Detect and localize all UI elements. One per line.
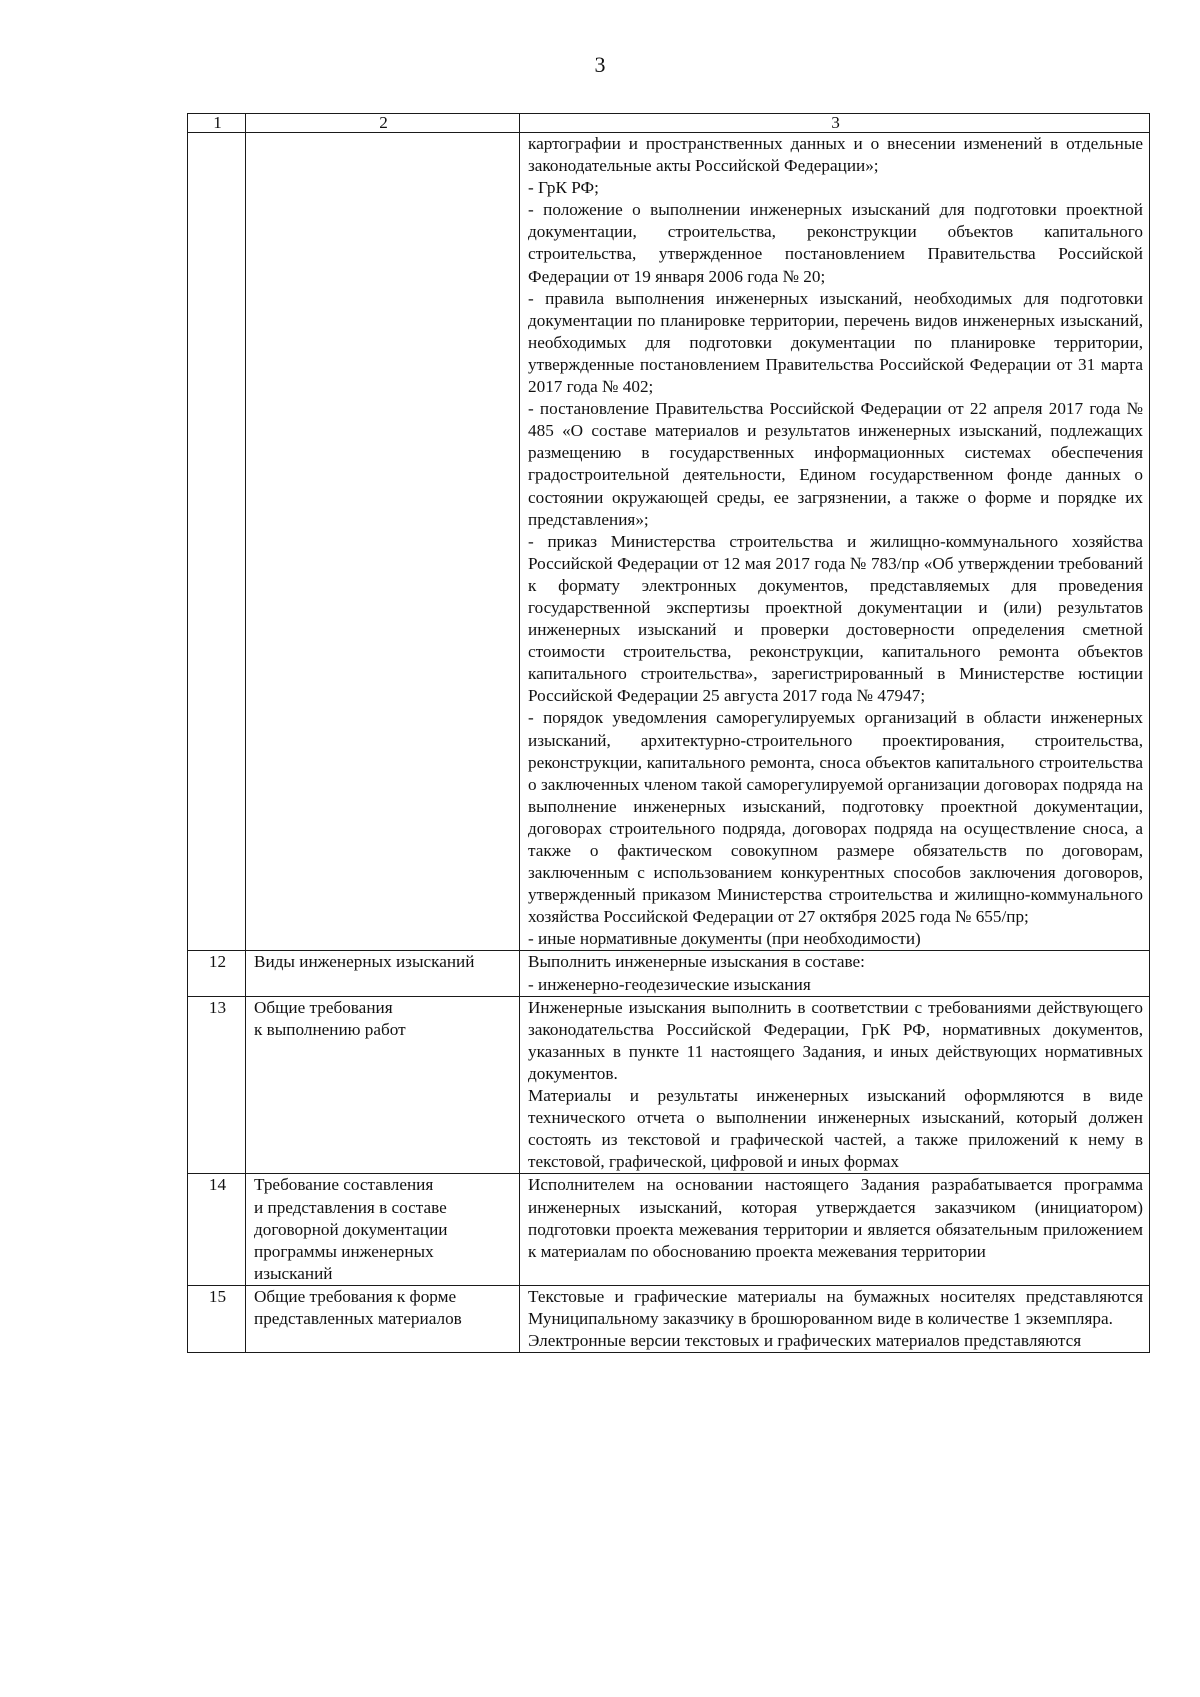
row-number: 15 (188, 1285, 246, 1352)
content-paragraph: Исполнителем на основании настоящего Задания разрабатывается программа инженерных изысканий, которая утверждается заказчиком (инициатором) подготовки проекта межевания территории и является обязательным приложением к материалам по обоснованию проекта межевания территории (528, 1175, 1143, 1261)
content-paragraph: картографии и пространственных данных и о внесении изменений в отдельные законодательные акты Российской Федерации»; (528, 134, 1143, 176)
row-name (246, 1174, 520, 1285)
row-name (246, 996, 520, 1174)
row-content (520, 1285, 1150, 1352)
header-cell-content: 3 (520, 114, 1150, 133)
table-header-row (188, 114, 1150, 133)
page-number: 3 (594, 52, 606, 77)
content-paragraph: - приказ Министерства строительства и жилищно-коммунального хозяйства Российской Федерации от 12 мая 2017 года № 783/пр «Об утверждении требований к формату электронных документов, представляемых для проведения государственной экспертизы проектной документации и (или) результатов инженерных изысканий и проверки достоверности определения сметной стоимости строительства, реконструкции, капитального ремонта объектов капитального строительства», зарегистрированный в Министерстве юстиции Российской Федерации 25 августа 2017 года № 47947; (528, 531, 1143, 706)
header-cell-number: 1 (188, 114, 246, 133)
name-line: договорной документации (254, 1219, 448, 1239)
content-paragraph: - положение о выполнении инженерных изысканий для подготовки проектной документации, строительства, реконструкции объектов капитального строительства, утвержденное постановлением Правительства Российской Федерации от 19 января 2006 года № 20; (528, 200, 1143, 286)
name-line: представленных материалов (254, 1308, 462, 1328)
row-number: 12 (188, 951, 246, 996)
name-line: изысканий (254, 1263, 333, 1283)
name-line: и представления в составе (254, 1197, 447, 1217)
row-content (520, 1174, 1150, 1285)
name-line: Виды инженерных изысканий (254, 952, 475, 972)
content-paragraph: - постановление Правительства Российской Федерации от 22 апреля 2017 года № 485 «О составе материалов и результатов инженерных изысканий, подлежащих размещению в государственных информационных системах обеспечения градостроительной деятельности, Едином государственном фонде данных о состоянии окружающей среды, ее загрязнении, а также о форме и порядке их представления»; (528, 399, 1143, 529)
name-line: Требование составления (254, 1175, 434, 1195)
table-row (188, 996, 1150, 1174)
name-line: Общие требования к форме (254, 1286, 457, 1306)
row-name (246, 133, 520, 951)
table-row (188, 951, 1150, 996)
row-name (246, 951, 520, 996)
content-paragraph: - ГрК РФ; (528, 178, 599, 198)
row-content (520, 951, 1150, 996)
content-paragraph: Материалы и результаты инженерных изысканий оформляются в виде технического отчета о выполнении инженерных изысканий, который должен состоять из текстовой и графической частей, а также приложений к нему в текстовой, графической, цифровой и иных формах (528, 1086, 1143, 1172)
content-paragraph: Электронные версии текстовых и графических материалов представляются (528, 1331, 1082, 1351)
content-paragraph: - иные нормативные документы (при необходимости) (528, 929, 921, 949)
content-paragraph: - правила выполнения инженерных изысканий, необходимых для подготовки документации по планировке территории, перечень видов инженерных изысканий, необходимых для подготовки документации по планировке территории, утвержденные постановлением Правительства Российской Федерации от 31 марта 2017 года № 402; (528, 288, 1143, 397)
row-name (246, 1285, 520, 1352)
name-line: программы инженерных (254, 1241, 434, 1261)
name-line: к выполнению работ (254, 1019, 406, 1039)
row-number: 14 (188, 1174, 246, 1285)
name-line: Общие требования (254, 997, 393, 1017)
requirements-table (187, 113, 1150, 1353)
header-cell-name: 2 (246, 114, 520, 133)
content-paragraph: Текстовые и графические материалы на бумажных носителях представляются Муниципальному заказчику в брошюрованном виде в количестве 1 экземпляра. (528, 1286, 1143, 1328)
table-row (188, 1285, 1150, 1352)
table-row (188, 133, 1150, 951)
table-row (188, 1174, 1150, 1285)
content-paragraph: - инженерно-геодезические изыскания (528, 974, 811, 994)
row-number: 13 (188, 996, 246, 1174)
content-paragraph: - порядок уведомления саморегулируемых организаций в области инженерных изысканий, архитектурно-строительного проектирования, строительства, реконструкции, капитального ремонта, сноса объектов капитального строительства о заключенных членом такой саморегулируемой организации договорах подряда на выполнение инженерных изысканий, подготовку проектной документации, договорах строительного подряда, договорах подряда на осуществление сноса, а также о фактическом совокупном размере обязательств по договорам, заключенным с использованием конкурентных способов заключения договоров, утвержденный приказом Министерства строительства и жилищно-коммунального хозяйства Российской Федерации от 27 октября 2025 года № 655/пр; (528, 708, 1143, 927)
content-paragraph: Выполнить инженерные изыскания в составе: (528, 952, 865, 972)
row-number (188, 133, 246, 951)
content-paragraph: Инженерные изыскания выполнить в соответствии с требованиями действующего законодательства Российской Федерации, ГрК РФ, нормативных документов, указанных в пункте 11 настоящего Задания, и иных действующих нормативных документов. (528, 997, 1143, 1083)
row-content (520, 133, 1150, 951)
row-content (520, 996, 1150, 1174)
